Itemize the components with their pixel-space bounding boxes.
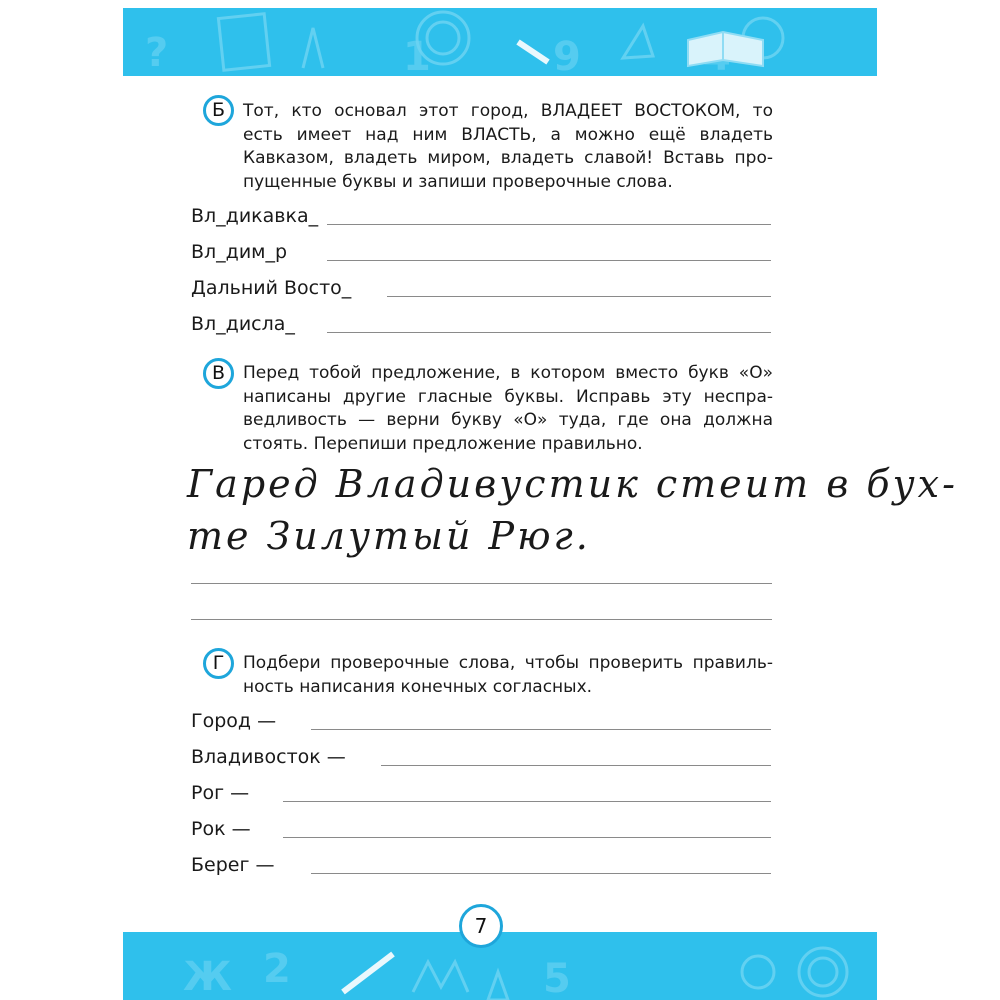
footer-band: [123, 932, 877, 1000]
cursive-sentence-line: те Зилутый Рюг.: [187, 514, 591, 558]
fill-label: Владивосток —: [191, 746, 346, 768]
svg-text:2: 2: [263, 946, 291, 992]
answer-line[interactable]: [283, 801, 771, 802]
answer-line[interactable]: [311, 729, 771, 730]
task-marker: В: [203, 358, 234, 389]
writing-line[interactable]: [191, 583, 772, 584]
answer-line[interactable]: [327, 224, 771, 225]
fill-in-row: [191, 850, 773, 876]
cursive-sentence-line: Гаред Владивустик стеит в бух-: [187, 462, 958, 506]
fill-label: Вл_дисла_: [191, 313, 295, 335]
decorative-pattern-icon: [123, 932, 877, 1000]
fill-in-row: [191, 706, 773, 732]
task-instruction: Тот, кто основал этот город, ВЛАДЕЕТ ВОСТОКОМ, то есть имеет над ним ВЛАСТЬ, а можно ещё владеть Кавказом, владеть миром, владеть славой! Вставь про- пущенные буквы и запиши проверочные слова.: [243, 101, 773, 192]
task-marker: Б: [203, 95, 234, 126]
fill-label: Город —: [191, 710, 277, 732]
book-icon: [688, 32, 763, 66]
pencil-icon: [343, 954, 393, 992]
svg-text:Ж: Ж: [183, 954, 232, 1000]
header-band: [123, 8, 877, 76]
svg-text:?: ?: [145, 30, 169, 76]
writing-line[interactable]: [191, 619, 772, 620]
answer-line[interactable]: [327, 260, 771, 261]
pencil-icon: [518, 42, 548, 62]
answer-line[interactable]: [327, 332, 771, 333]
decorative-pattern-icon: [123, 8, 877, 76]
answer-line[interactable]: [381, 765, 771, 766]
fill-in-row: [191, 273, 773, 299]
fill-label: Дальний Восто_: [191, 277, 352, 299]
answer-line[interactable]: [283, 837, 771, 838]
answer-line[interactable]: [311, 873, 771, 874]
svg-text:9: 9: [553, 34, 581, 76]
fill-label: Вл_дикавка_: [191, 205, 319, 227]
task-marker: Г: [203, 648, 234, 679]
fill-in-row: [191, 237, 773, 263]
fill-label: Рог —: [191, 782, 250, 804]
fill-in-row: [191, 742, 773, 768]
task-instruction: Подбери проверочные слова, чтобы проверить правиль- ность написания конечных согласных.: [243, 653, 773, 697]
task-instruction: Перед тобой предложение, в котором вместо букв «О» написаны другие гласные буквы. Исправь эту неспра- ведливость — верни букву «О» туда, где она должна стоять. Перепиши предложение правильно.: [243, 363, 773, 454]
fill-in-row: [191, 201, 773, 227]
fill-in-row: [191, 778, 773, 804]
fill-label: Рок —: [191, 818, 251, 840]
fill-label: Вл_дим_р: [191, 241, 288, 263]
svg-text:5: 5: [543, 956, 571, 1000]
fill-in-row: [191, 814, 773, 840]
fill-label: Берег —: [191, 854, 275, 876]
svg-text:1: 1: [403, 34, 431, 76]
fill-in-row: [191, 309, 773, 335]
answer-line[interactable]: [387, 296, 771, 297]
page-number: 7: [459, 904, 503, 948]
